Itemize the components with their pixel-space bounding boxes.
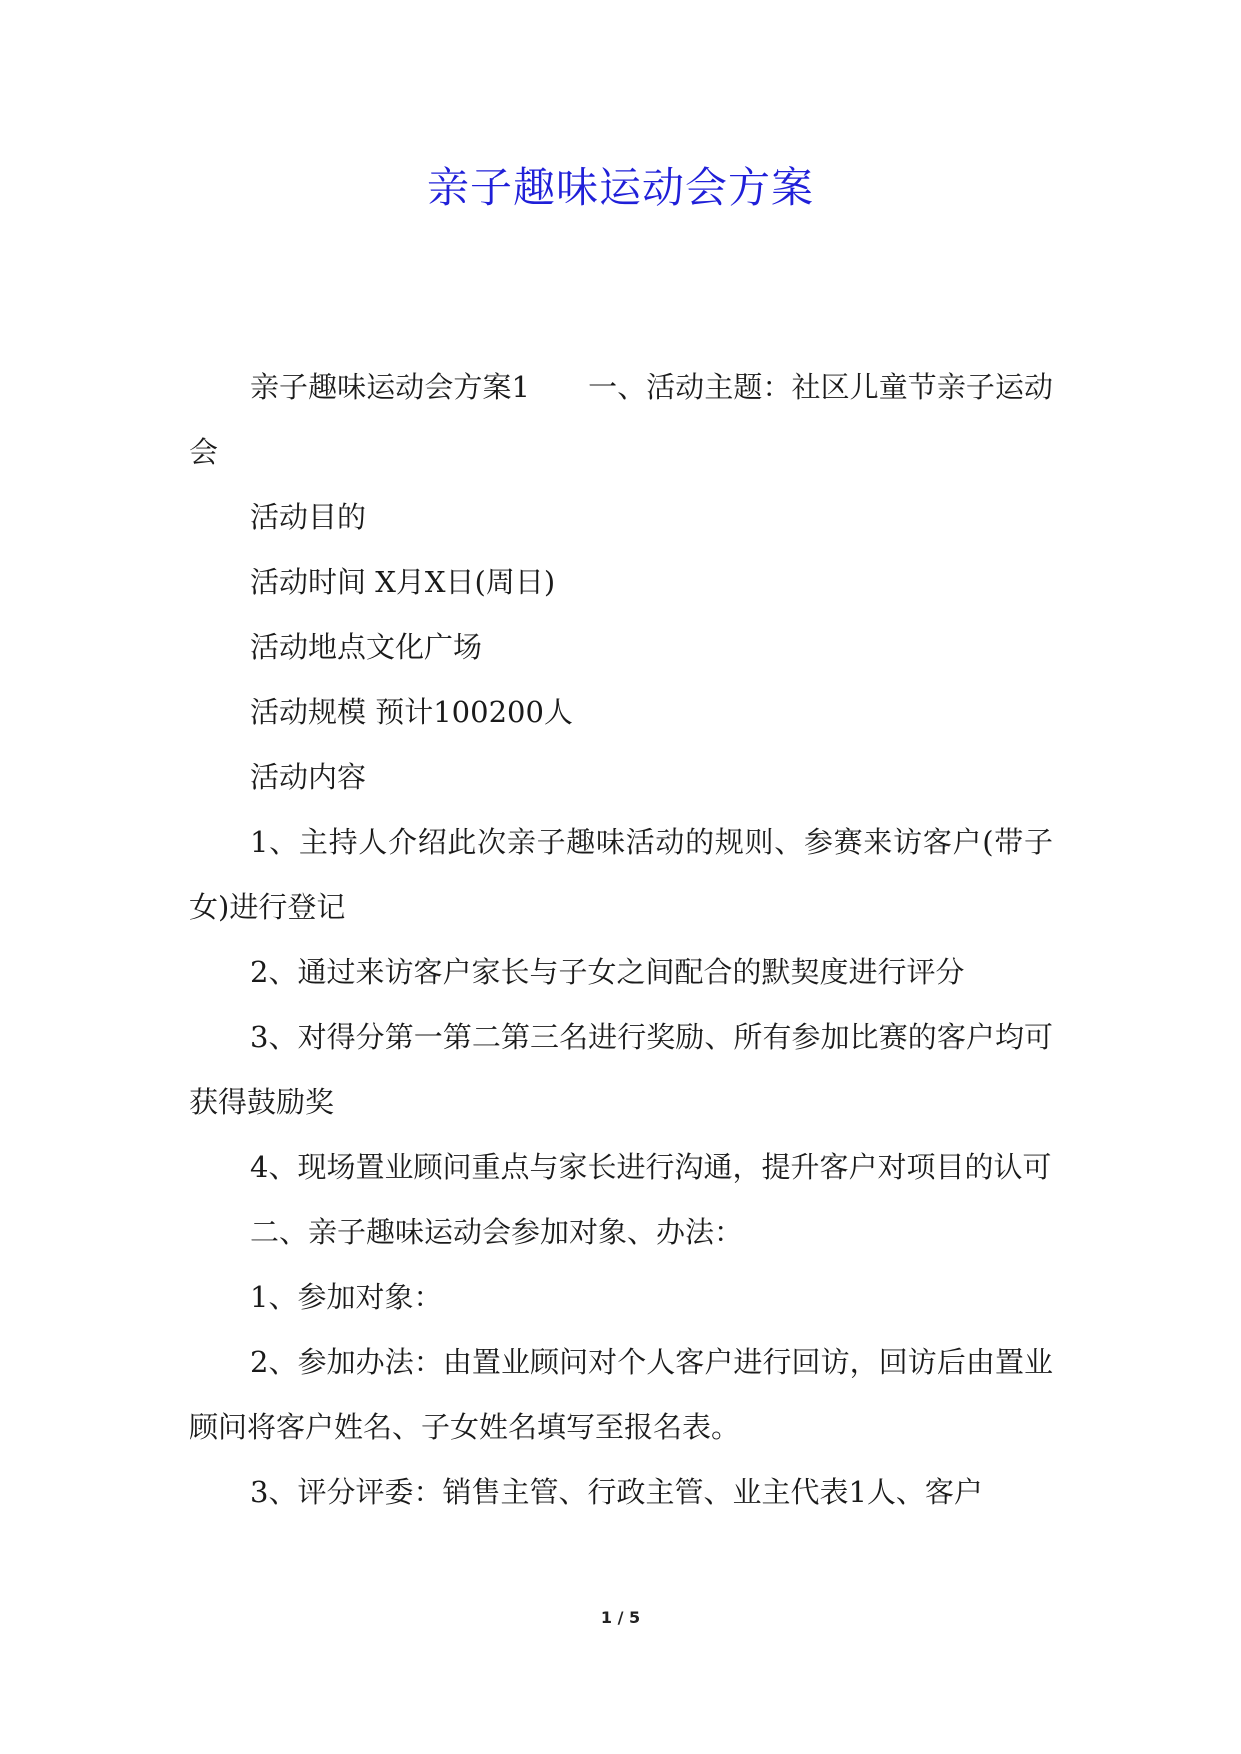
paragraph-content-item-2: 2、通过来访客户家长与子女之间配合的默契度进行评分 xyxy=(250,955,965,989)
document-body xyxy=(189,355,1053,1525)
paragraph-content-item-4: 4、现场置业顾问重点与家长进行沟通，提升客户对项目的认可 xyxy=(250,1150,1052,1184)
document-title: 亲子趣味运动会方案 xyxy=(426,163,814,212)
page-number: 1 / 5 xyxy=(600,1608,641,1627)
paragraph-judges: 3、评分评委：销售主管、行政主管、业主代表1人、客户 xyxy=(250,1475,983,1509)
paragraph-content-item-1: 1、主持人介绍此次亲子趣味活动的规则、参赛来访客户(带子女)进行登记 xyxy=(189,825,1053,924)
paragraph-participants: 1、参加对象： xyxy=(250,1280,443,1314)
paragraph-section-2-heading: 二、亲子趣味运动会参加对象、办法： xyxy=(250,1215,744,1249)
paragraph-method: 2、参加办法：由置业顾问对个人客户进行回访，回访后由置业顾问将客户姓名、子女姓名填写至报名表。 xyxy=(189,1345,1053,1444)
paragraph-purpose: 活动目的 xyxy=(250,500,367,534)
paragraph-content-item-3: 3、对得分第一第二第三名进行奖励、所有参加比赛的客户均可获得鼓励奖 xyxy=(189,1020,1053,1119)
paragraph-intro-theme: 亲子趣味运动会方案1 一、活动主题：社区儿童节亲子运动会 xyxy=(189,370,1053,469)
paragraph-location: 活动地点文化广场 xyxy=(250,630,483,664)
paragraph-time: 活动时间 X月X日(周日) xyxy=(250,565,556,599)
paragraph-content-heading: 活动内容 xyxy=(250,760,367,794)
paragraph-scale: 活动规模 预计100200人 xyxy=(250,695,573,729)
